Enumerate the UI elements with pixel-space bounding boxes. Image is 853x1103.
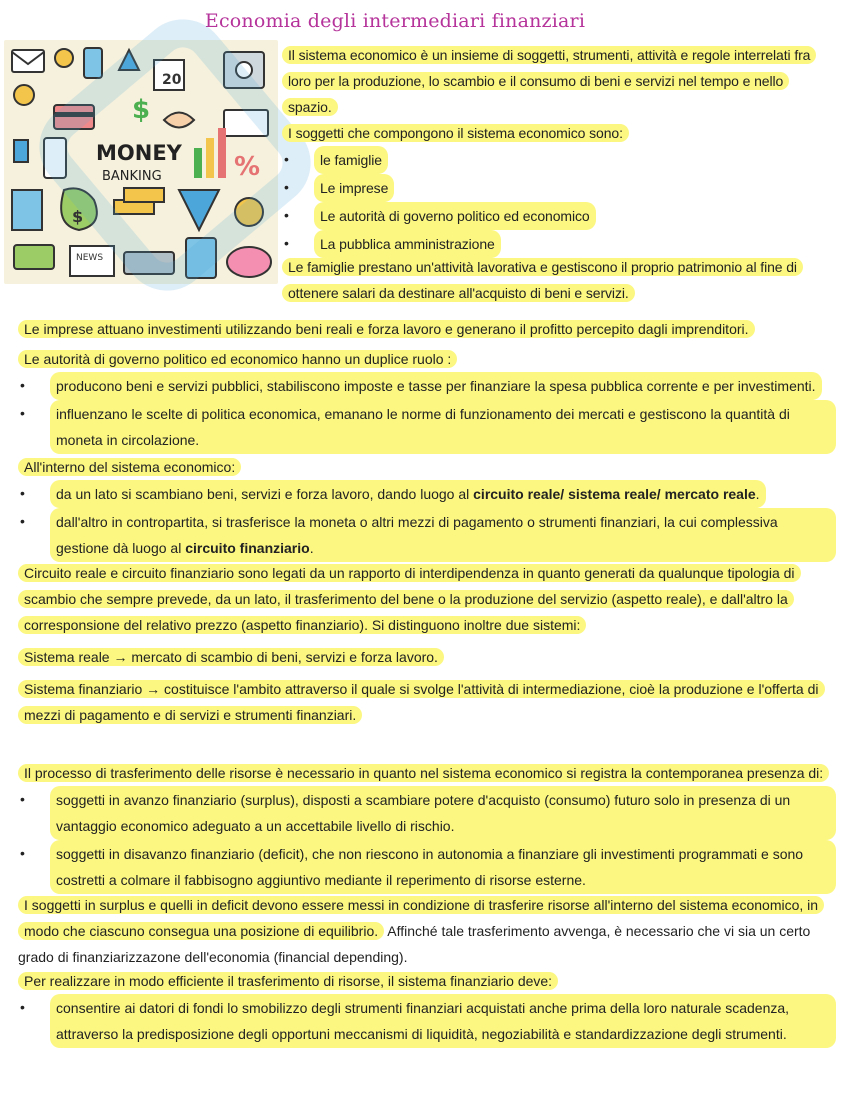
financial-circuit-term: circuito finanziario (185, 540, 310, 556)
doodle-icons (4, 40, 278, 284)
list-item: • da un lato si scambiano beni, servizi e forza lavoro, dando luogo al circuito reale/ sistema reale/ mercato reale. (18, 480, 836, 508)
list-item: • producono beni e servizi pubblici, stabiliscono imposte e tasse per finanziare la spesa pubblica corrente e per investimenti. (18, 372, 836, 400)
transfer-section: Il processo di trasferimento delle risorse è necessario in quanto nel sistema economico si registra la contemporanea presenza di: • soggetti in avanzo finanziario (surplus), disposti a scambiare potere d'acquisto (consumo) futuro solo in presenza di un vantaggio economico adeguato a un accettabile livello di rischio. • soggetti in disavanzo finanziario (deficit), che non riescono in autonomia a finanziare gli investimenti programmati e sono costretti a colmare il fabbisogno aggiuntivo mediante il reperimento di risorse esterne. (18, 760, 836, 894)
list-item: • le famiglie (282, 146, 836, 174)
news-word: NEWS (76, 253, 104, 263)
money-banking-illustration (4, 40, 278, 284)
money-word: MONEY (96, 141, 182, 165)
svg-text:$: $ (132, 95, 151, 125)
list-item: • Le imprese (282, 174, 836, 202)
list-item: • dall'altro in contropartita, si trasferisce la moneta o altri mezzi di pagamento o strumenti finanziari, la cui complessiva gestione dà luogo al circuito finanziario. (18, 508, 836, 562)
duties-section: Per realizzare in modo efficiente il trasferimento di risorse, il sistema finanziario deve: • consentire ai datori di fondi lo smobilizzo degli strumenti finanziari acquistati anche prima della loro naturale scadenza, attraverso la predisposizione degli opportuni meccanismi di liquidità, negoziabilità e standardizzazione degli strumenti. (18, 968, 836, 1048)
circuits-section: All'interno del sistema economico: • da un lato si scambiano beni, servizi e forza lavoro, dando luogo al circuito reale/ sistema reale/ mercato reale. • dall'altro in contropartita, si trasferisce la moneta o altri mezzi di pagamento o strumenti finanziari, la cui complessiva gestione dà luogo al circuito finanziario. (18, 454, 836, 562)
paragraph-equilibrium: I soggetti in surplus e quelli in deficit devono essere messi in condizione di trasferire risorse all'interno del sistema economico, in modo che ciascuno consegua una posizione di equilibrio. Affinché tale trasferimento avvenga, è necessario che vi sia un certo grado di finanziarizzazone dell'economia (financial depending). (18, 892, 836, 970)
banking-word: BANKING (102, 169, 162, 184)
paragraph-families: Le famiglie prestano un'attività lavorativa e gestiscono il proprio patrimonio al fine di ottenere salari da destinare all'acquisto di beni e servizi. (282, 254, 836, 306)
svg-text:%: % (234, 152, 261, 182)
list-item: • La pubblica amministrazione (282, 230, 836, 258)
list-item: • Le autorità di governo politico ed economico (282, 202, 836, 230)
list-item: • soggetti in avanzo finanziario (surplus), disposti a scambiare potere d'acquisto (consumo) futuro solo in presenza di un vantaggio economico adeguato a un accettabile livello di rischio. (18, 786, 836, 840)
list-item: • consentire ai datori di fondi lo smobilizzo degli strumenti finanziari acquistati anche prima della loro naturale scadenza, attraverso la predisposizione degli opportuni meccanismi di liquidità, negoziabilità e standardizzazione degli strumenti. (18, 994, 836, 1048)
subjects-intro: I soggetti che compongono il sistema economico sono: (282, 124, 629, 142)
authorities-section: Le autorità di governo politico ed economico hanno un duplice ruolo : • producono beni e servizi pubblici, stabiliscono imposte e tasse per finanziare la spesa pubblica corrente e per investimenti. • influenzano le scelte di politica economica, emanano le norme di funzionamento dei mercati e gestiscono la quantità di moneta in circolazione. (18, 346, 836, 454)
list-item: • soggetti in disavanzo finanziario (deficit), che non riescono in autonomia a finanziare gli investimenti programmati e sono costretti a colmare il fabbisogno aggiuntivo mediante il reperimento di risorse esterne. (18, 840, 836, 894)
paragraph-interdependence: Circuito reale e circuito finanziario sono legati da un rapporto di interdipendenza in quanto generati da qualunque tipologia di scambio che sempre prevede, da un lato, il trasferimento del bene o la produzione del servizio (aspetto reale), e dall'altro la corresponsione del relativo prezzo (aspetto finanziario). Si distinguono inoltre due sistemi: (18, 560, 836, 638)
page-title: Economia degli intermediari finanziari (204, 10, 586, 32)
svg-text:$: $ (72, 207, 84, 226)
subjects-section (282, 120, 836, 258)
paragraph-definition: Il sistema economico è un insieme di soggetti, strumenti, attività e regole interrelati fra loro per la produzione, lo scambio e il consumo di beni e servizi nel tempo e nello spazio. (282, 42, 836, 120)
paragraph-real-system: Sistema reale → mercato di scambio di beni, servizi e forza lavoro. (18, 644, 836, 670)
paragraph-financial-system: Sistema finanziario → costituisce l'ambito attraverso il quale si svolge l'attività di intermediazione, cioè la produzione e l'offerta di mezzi di pagamento e di servizi e strumenti finanziari. (18, 676, 836, 728)
svg-text:20: 20 (162, 72, 182, 88)
paragraph-companies: Le imprese attuano investimenti utilizzando beni reali e forza lavoro e generano il profitto percepito dagli imprenditori. (18, 316, 836, 342)
real-circuit-term: circuito reale/ sistema reale/ mercato reale (473, 486, 756, 502)
list-item: • influenzano le scelte di politica economica, emanano le norme di funzionamento dei mercati e gestiscono la quantità di moneta in circolazione. (18, 400, 836, 454)
